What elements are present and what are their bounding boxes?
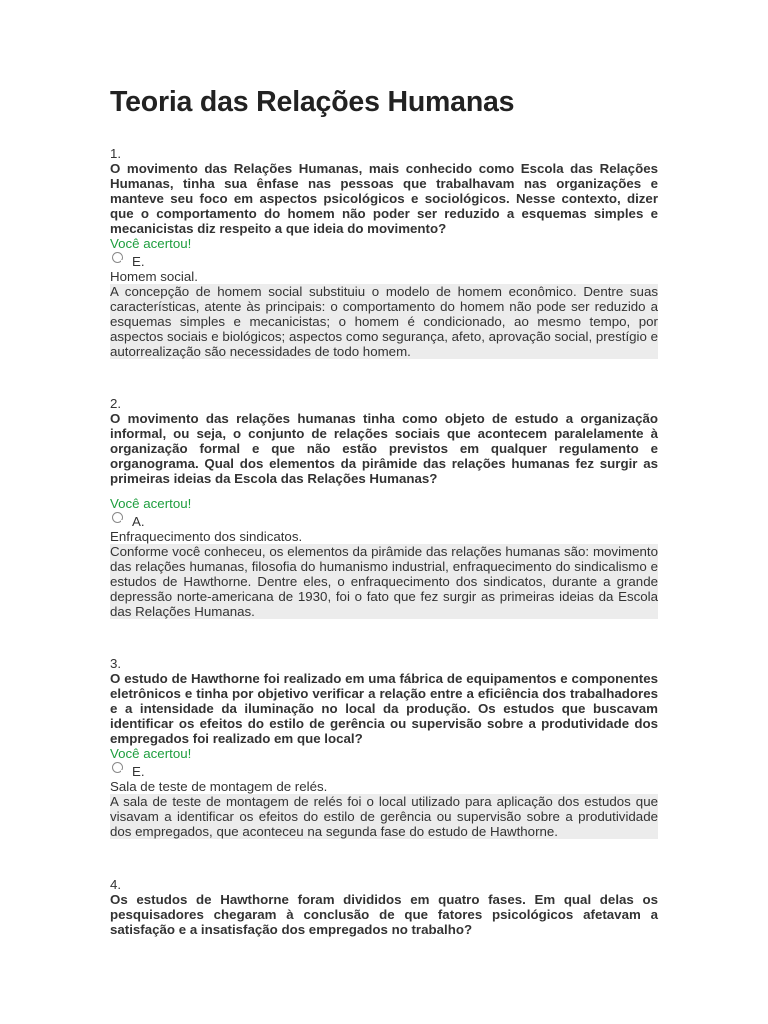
question-number: 2. (110, 396, 122, 411)
answer-explanation: Conforme você conheceu, os elementos da pirâmide das relações humanas são: movimento das relações humanas, filosofia do humanismo industrial, enfraquecimento do sindicalismo e estudos de Hawthorne. Dentre eles, o enfraquecimento dos sindicatos, durante a grande depressão norte-americana de 1930, foi o fato que fez surgir as primeiras ideias da Escola das Relações Humanas. (110, 544, 658, 619)
radio-icon[interactable] (112, 252, 123, 263)
question-number: 4. (110, 877, 122, 892)
option-letter: A. (132, 514, 145, 529)
question-4 (110, 877, 658, 937)
question-text: O movimento das Relações Humanas, mais conhecido como Escola das Relações Humanas, tinha sua ênfase nas pessoas que trabalhavam nas organizações e manteve seu foco em aspectos psicológicos e sociológicos. Nesse contexto, dizer que o comportamento do homem não poder ser reduzido a esquemas simples e mecanicistas diz respeito a que ideia do movimento? (110, 161, 658, 236)
selected-option (110, 761, 658, 779)
answer-text: Enfraquecimento dos sindicatos. (110, 529, 303, 544)
question-1 (110, 146, 658, 359)
answer-explanation: A concepção de homem social substituiu o modelo de homem econômico. Dentre suas características, atente às principais: o comportamento do homem não pode ser reduzido a esquemas simples e mecanicistas; o homem é condicionado, ao mesmo tempo, por aspectos sociais e biológicos; aspectos como segurança, afeto, aprovação social, prestígio e autorrealização são necessidades de todo homem. (110, 284, 658, 359)
question-2 (110, 396, 658, 619)
option-letter: E. (132, 254, 145, 269)
answer-explanation: A sala de teste de montagem de relés foi o local utilizado para aplicação dos estudos que visavam a identificar os efeitos do estilo de gerência ou supervisão sobre a produtividade dos empregados, que aconteceu na segunda fase do estudo de Hawthorne. (110, 794, 658, 839)
question-text: O movimento das relações humanas tinha como objeto de estudo a organização informal, ou seja, o conjunto de relações sociais que acontecem paralelamente à organização formal e que não estão previstos em qualquer regulamento e organograma. Qual dos elementos da pirâmide das relações humanas fez surgir as primeiras ideias da Escola das Relações Humanas? (110, 411, 658, 486)
result-correct: Você acertou! (110, 236, 192, 251)
question-number: 3. (110, 656, 122, 671)
page-title: Teoria das Relações Humanas (110, 86, 515, 118)
question-text: Os estudos de Hawthorne foram divididos em quatro fases. Em qual delas os pesquisadores chegaram à conclusão de que fatores psicológicos afetavam a satisfação e a insatisfação dos empregados no trabalho? (110, 892, 658, 937)
answer-text: Homem social. (110, 269, 198, 284)
question-3 (110, 656, 658, 839)
radio-icon[interactable] (112, 762, 123, 773)
result-correct: Você acertou! (110, 496, 192, 511)
option-letter: E. (132, 764, 145, 779)
question-number: 1. (110, 146, 122, 161)
answer-text: Sala de teste de montagem de relés. (110, 779, 328, 794)
selected-option (110, 511, 658, 529)
result-correct: Você acertou! (110, 746, 192, 761)
selected-option (110, 251, 658, 269)
radio-icon[interactable] (112, 512, 123, 523)
question-text: O estudo de Hawthorne foi realizado em uma fábrica de equipamentos e componentes eletrônicos e tinha por objetivo verificar a relação entre a eficiência dos trabalhadores e a intensidade da iluminação no local da produção. Os estudos que buscavam identificar os efeitos do estilo de gerência ou supervisão sobre a produtividade dos empregados foi realizado em que local? (110, 671, 658, 746)
